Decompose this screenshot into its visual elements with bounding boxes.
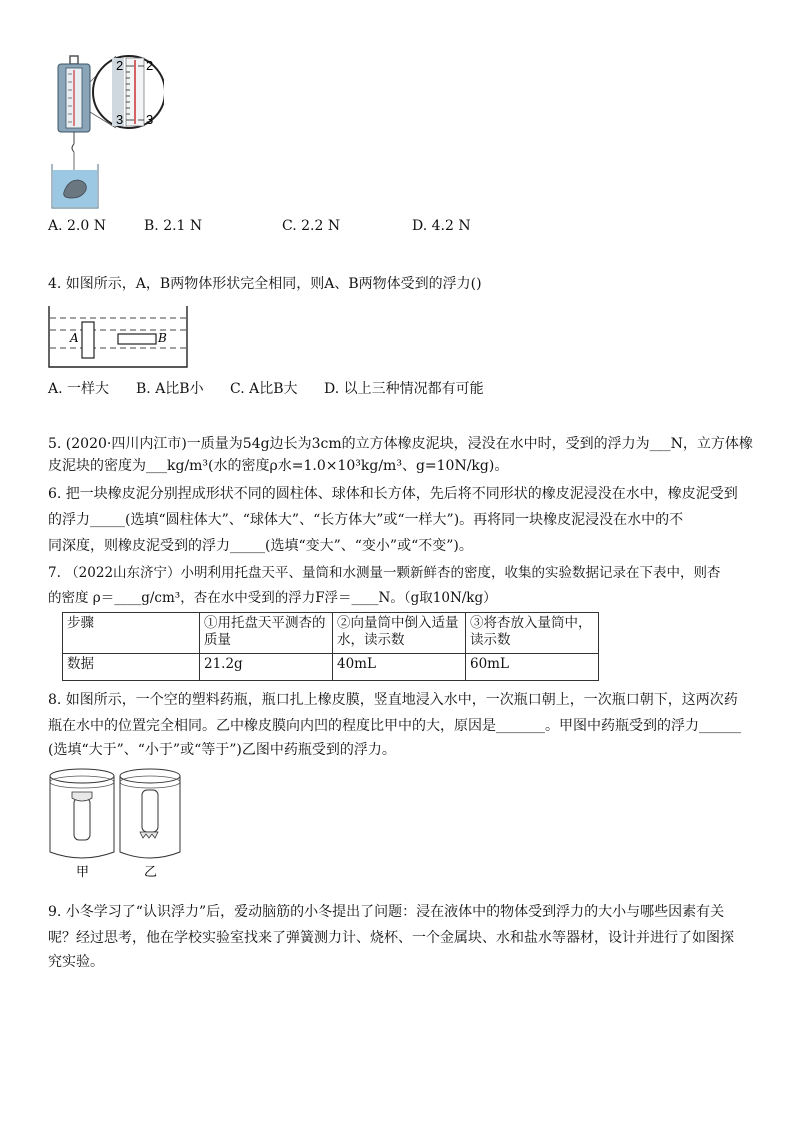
question-6-line: 6. 把一块橡皮泥分别捏成形状不同的圆柱体、球体和长方体，先后将不同形状的橡皮泥浸没在水中，橡皮泥受到 xyxy=(48,486,738,502)
scale-mark: 3 xyxy=(116,112,124,127)
question-8-line: 8. 如图所示，一个空的塑料药瓶，瓶口扎上橡皮膜，竖直地浸入水中，一次瓶口朝上，一次瓶口朝下，这两次药 xyxy=(48,692,738,708)
data-table xyxy=(62,612,599,681)
label-a: A xyxy=(70,331,79,345)
question-9-line: 究实验。 xyxy=(48,954,104,970)
question-6-line: 的浮力_____(选填“圆柱体大”、“球体大”、“长方体大”或“一样大”)。再将同一块橡皮泥浸没在水中的不 xyxy=(48,512,684,528)
question-7-line: 7. （2022山东济宁）小明利用托盘天平、量筒和水测量一颗新鲜杏的密度，收集的实验数据记录在下表中，则杏 xyxy=(48,565,721,581)
scale-mark: 3 xyxy=(146,112,154,127)
question-8-line: 瓶在水中的位置完全相同。乙中橡皮膜向内凹的程度比甲中的大，原因是_______。甲图中药瓶受到的浮力______ xyxy=(48,718,741,734)
label-yi: 乙 xyxy=(144,865,158,880)
table-cell: 步骤 xyxy=(63,613,200,654)
water-tank-figure xyxy=(48,304,188,368)
question-9-line: 呢？经过思考，他在学校实验室找来了弹簧测力计、烧杯、一个金属块、水和盐水等器材，设计并进行了如图探 xyxy=(48,930,734,946)
question-6-line: 同深度，则橡皮泥受到的浮力_____(选填“变大”、“变小”或“不变”)。 xyxy=(48,538,473,554)
table-cell: 60mL xyxy=(466,654,599,681)
scale-mark: 2 xyxy=(146,58,154,73)
option-b[interactable]: B. A比B小 xyxy=(136,381,204,397)
table-cell: 数据 xyxy=(63,654,200,681)
table-row xyxy=(63,654,599,681)
table-cell: ②向量筒中倒入适量水，读示数 xyxy=(333,613,466,654)
table-cell: ③将杏放入量筒中，读示数 xyxy=(466,613,599,654)
question-9-line: 9. 小冬学习了“认识浮力”后，爱动脑筋的小冬提出了问题：浸在液体中的物体受到浮力的大小与哪些因素有关 xyxy=(48,904,725,920)
option-a[interactable]: A. 一样大 xyxy=(48,381,110,397)
option-c[interactable]: C. 2.2 N xyxy=(282,218,341,234)
label-jia: 甲 xyxy=(76,865,90,880)
question-4-stem: 4. 如图所示，A，B两物体形状完全相同，则A、B两物体受到的浮力() xyxy=(48,276,482,292)
question-5-line: 5. (2020·四川内江市)一质量为54g边长为3cm的立方体橡皮泥块，浸没在水中时，受到的浮力为___N，立方体橡 xyxy=(48,436,753,452)
label-b: B xyxy=(158,331,167,345)
table-row xyxy=(63,613,599,654)
table-cell: ①用托盘天平测杏的质量 xyxy=(200,613,333,654)
option-b[interactable]: B. 2.1 N xyxy=(144,218,203,234)
option-c[interactable]: C. A比B大 xyxy=(230,381,298,397)
question-5-line: 皮泥块的密度为___kg/m³(水的密度ρ水=1.0×10³kg/m³、g=10N/kg)。 xyxy=(48,458,509,474)
spring-scale-figure xyxy=(44,52,164,212)
option-a[interactable]: A. 2.0 N xyxy=(48,218,106,234)
medicine-bottle-figure xyxy=(44,764,184,880)
option-d[interactable]: D. 4.2 N xyxy=(412,218,471,234)
table-cell: 40mL xyxy=(333,654,466,681)
question-8-line: (选填“大于”、“小于”或“等于”)乙图中药瓶受到的浮力。 xyxy=(48,742,396,758)
option-d[interactable]: D. 以上三种情况都有可能 xyxy=(324,381,484,397)
scale-mark: 2 xyxy=(116,58,124,73)
question-7-line: 的密度 ρ＝____g/cm³，杏在水中受到的浮力F浮＝____N。（g取10N/kg） xyxy=(48,590,497,606)
table-cell: 21.2g xyxy=(200,654,333,681)
